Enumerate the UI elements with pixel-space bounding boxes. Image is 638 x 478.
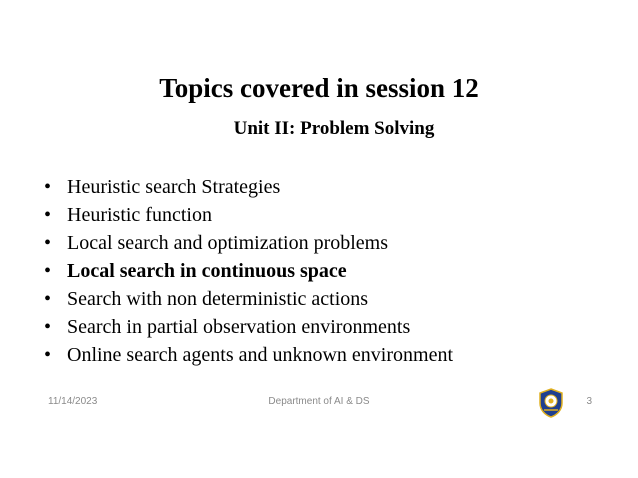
bullet-list — [44, 173, 453, 369]
bullet-point-icon: • — [44, 176, 52, 198]
footer-date: 11/14/2023 — [48, 396, 98, 407]
slide-subtitle: Unit II: Problem Solving — [233, 118, 435, 139]
bullet-point-icon: • — [44, 344, 52, 366]
bullet-item — [44, 173, 453, 201]
bullet-text: Heuristic function — [67, 204, 212, 226]
bullet-text: Search in partial observation environments — [67, 316, 411, 338]
bullet-point-icon: • — [44, 288, 52, 310]
bullet-text: Heuristic search Strategies — [67, 176, 281, 198]
bullet-point-icon: • — [44, 232, 52, 254]
bullet-item — [44, 341, 453, 369]
bullet-item — [44, 229, 453, 257]
bullet-text: Local search in continuous space — [67, 260, 347, 282]
bullet-point-icon: • — [44, 260, 52, 282]
bullet-text: Online search agents and unknown environment — [67, 344, 454, 366]
footer-department: Department of AI & DS — [268, 396, 370, 407]
bullet-item — [44, 201, 453, 229]
bullet-item — [44, 313, 453, 341]
footer-page-number: 3 — [586, 396, 592, 407]
bullet-point-icon: • — [44, 316, 52, 338]
slide-title: Topics covered in session 12 — [159, 73, 479, 103]
bullet-text: Local search and optimization problems — [67, 232, 389, 254]
bullet-text: Search with non deterministic actions — [67, 288, 369, 310]
bullet-item-highlighted — [44, 257, 453, 285]
bullet-item — [44, 285, 453, 313]
bullet-point-icon: • — [44, 204, 52, 226]
institution-crest-icon — [538, 388, 564, 418]
